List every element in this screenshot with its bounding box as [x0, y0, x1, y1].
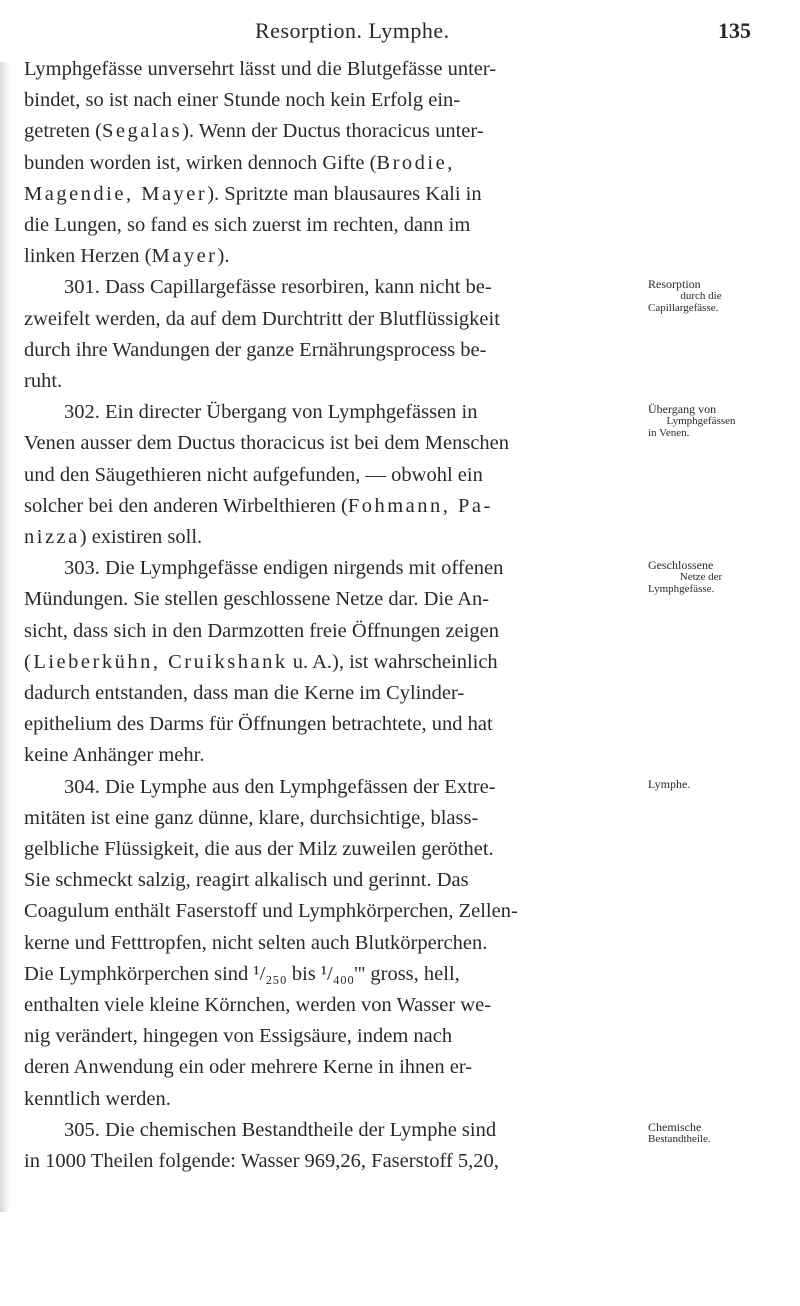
text-run: epithelium des Darms für Öffnungen betrachtete, und hat [24, 713, 493, 736]
text-run: 304. Die Lymphe aus den Lymphgefässen der Extre- [64, 775, 496, 798]
author-name: Brodie, [376, 151, 455, 174]
text-line [24, 54, 636, 85]
text-line [24, 210, 636, 241]
text-line [64, 272, 636, 303]
text-run: ). Spritzte man blausaures Kali in [207, 182, 482, 205]
text-run: kerne und Fetttropfen, nicht selten auch Blutkörperchen. [24, 931, 488, 954]
text-run: dadurch entstanden, dass man die Kerne im Cylinder- [24, 682, 465, 704]
page-gutter-shadow [0, 62, 10, 1212]
text-run: Venen ausser dem Ductus thoracicus ist bei dem Menschen [24, 432, 510, 455]
margin-note-line: Bestandtheile. [648, 1132, 711, 1145]
text-line [24, 428, 636, 459]
text-line [24, 865, 636, 896]
margin-note-line: Lymphgefässe. [648, 583, 715, 596]
text-line [24, 834, 636, 865]
margin-note-line: Netze der [679, 571, 723, 584]
text-line [24, 304, 636, 335]
margin-note [648, 1121, 800, 1145]
text-line [24, 928, 636, 959]
margin-note-line: Resorption [648, 277, 701, 292]
text-run: und den Säugethieren nicht aufgefunden, — obwohl ein [24, 463, 483, 486]
text-run: 301. Dass Capillargefässe resorbiren, kann nicht be- [64, 276, 492, 299]
margin-note [648, 403, 800, 439]
text-run: bindet, so ist nach einer Stunde noch kein Erfolg ein- [24, 89, 461, 112]
author-name: Magendie, Mayer [24, 182, 208, 205]
author-name: nizza [24, 526, 80, 548]
author-name: Mayer [151, 245, 218, 268]
text-run: durch ihre Wandungen der ganze Ernährungsprocess be- [24, 338, 487, 361]
author-name: Segalas [101, 120, 183, 143]
margin-note-line: Lymphe. [648, 776, 691, 791]
text-line [24, 584, 636, 615]
text-line [24, 491, 636, 522]
text-line [24, 959, 636, 990]
text-line [24, 896, 636, 927]
text-run: Coagulum enthält Faserstoff und Lymphkörperchen, Zellen- [24, 900, 518, 923]
text-line [24, 616, 636, 647]
text-line [24, 990, 636, 1021]
text-line [24, 366, 636, 397]
page-header [0, 18, 800, 46]
text-run: zweifelt werden, da auf dem Durchtritt der Blutflüssigkeit [24, 307, 500, 330]
margin-note-line: durch die [680, 290, 722, 303]
text-line [24, 740, 636, 771]
text-line [24, 241, 636, 272]
text-line [24, 179, 636, 210]
text-run: 303. Die Lymphgefässe endigen nirgends mit offenen [64, 557, 504, 580]
text-run: in 1000 Theilen folgende: Wasser 969,26, Faserstoff 5,20, [24, 1150, 499, 1172]
text-line [64, 1115, 636, 1146]
text-run: keine Anhänger mehr. [24, 744, 205, 767]
text-run: sicht, dass sich in den Darmzotten freie Öffnungen zeigen [24, 619, 499, 642]
text-run: ruht. [24, 370, 63, 392]
margin-note-line: Geschlossene [648, 558, 714, 573]
margin-note [648, 778, 800, 790]
text-run: 302. Ein directer Übergang von Lymphgefässen in [64, 401, 478, 424]
text-run: Die Lymphkörperchen sind ¹/₂₅₀ bis ¹/₄₀₀''' gross, hell, [24, 962, 460, 985]
text-line [64, 772, 636, 803]
text-run: getreten ( [24, 120, 102, 143]
text-run: nig verändert, hingegen von Essigsäure, indem nach [24, 1025, 453, 1048]
text-run: linken Herzen ( [24, 245, 152, 268]
text-line [64, 397, 636, 428]
margin-note-line: Capillargefässe. [648, 302, 719, 315]
text-line [24, 803, 636, 834]
text-run: gelbliche Flüssigkeit, die aus der Milz zuweilen geröthet. [24, 838, 494, 860]
text-line [24, 116, 636, 147]
margin-note-line: in Venen. [648, 427, 690, 440]
text-run: ). Wenn der Ductus thoracicus unter- [182, 120, 484, 143]
author-name: Fohmann, Pa- [347, 494, 493, 517]
text-run: u. A.), ist wahrscheinlich [287, 650, 498, 673]
text-run: Mündungen. Sie stellen geschlossene Netze dar. Die An- [24, 588, 490, 611]
text-line [24, 1021, 636, 1052]
text-line [24, 1084, 636, 1115]
text-run: ) existiren soll. [79, 526, 203, 548]
text-line [64, 553, 636, 584]
text-line [24, 460, 636, 491]
text-line [24, 522, 636, 553]
text-run: mitäten ist eine ganz dünne, klare, durchsichtige, blass- [24, 806, 479, 829]
text-line [24, 1052, 636, 1083]
page-number: 135 [718, 18, 751, 43]
margin-note-line: Chemische [648, 1119, 702, 1134]
text-line [24, 85, 636, 116]
text-line [24, 1146, 636, 1177]
text-run: ). [217, 245, 230, 268]
text-run: Sie schmeckt salzig, reagirt alkalisch und gerinnt. Das [24, 869, 469, 892]
text-line [24, 709, 636, 740]
text-line [24, 335, 636, 366]
author-name: (Lieberkühn, Cruikshank [24, 650, 288, 673]
text-run: Lymphgefässe unversehrt lässt und die Blutgefässe unter- [24, 58, 497, 80]
text-run: bunden worden ist, wirken dennoch Gifte ( [24, 151, 377, 174]
text-run: solcher bei den anderen Wirbelthieren ( [24, 494, 348, 517]
text-run: die Lungen, so fand es sich zuerst im rechten, dann im [24, 214, 471, 236]
text-run: enthalten viele kleine Körnchen, werden von Wasser we- [24, 994, 492, 1016]
margin-note [648, 278, 800, 314]
text-line [24, 678, 636, 709]
running-title: Resorption. Lymphe. [255, 18, 450, 43]
margin-note [648, 559, 800, 595]
margin-note-line: Lymphgefässen [666, 415, 736, 428]
text-run: 305. Die chemischen Bestandtheile der Lymphe sind [64, 1118, 497, 1141]
text-run: deren Anwendung ein oder mehrere Kerne in ihnen er- [24, 1056, 473, 1079]
margin-note-line: Übergang von [648, 402, 717, 417]
text-line [24, 647, 636, 678]
text-line [24, 148, 636, 179]
text-run: kenntlich werden. [24, 1087, 171, 1110]
